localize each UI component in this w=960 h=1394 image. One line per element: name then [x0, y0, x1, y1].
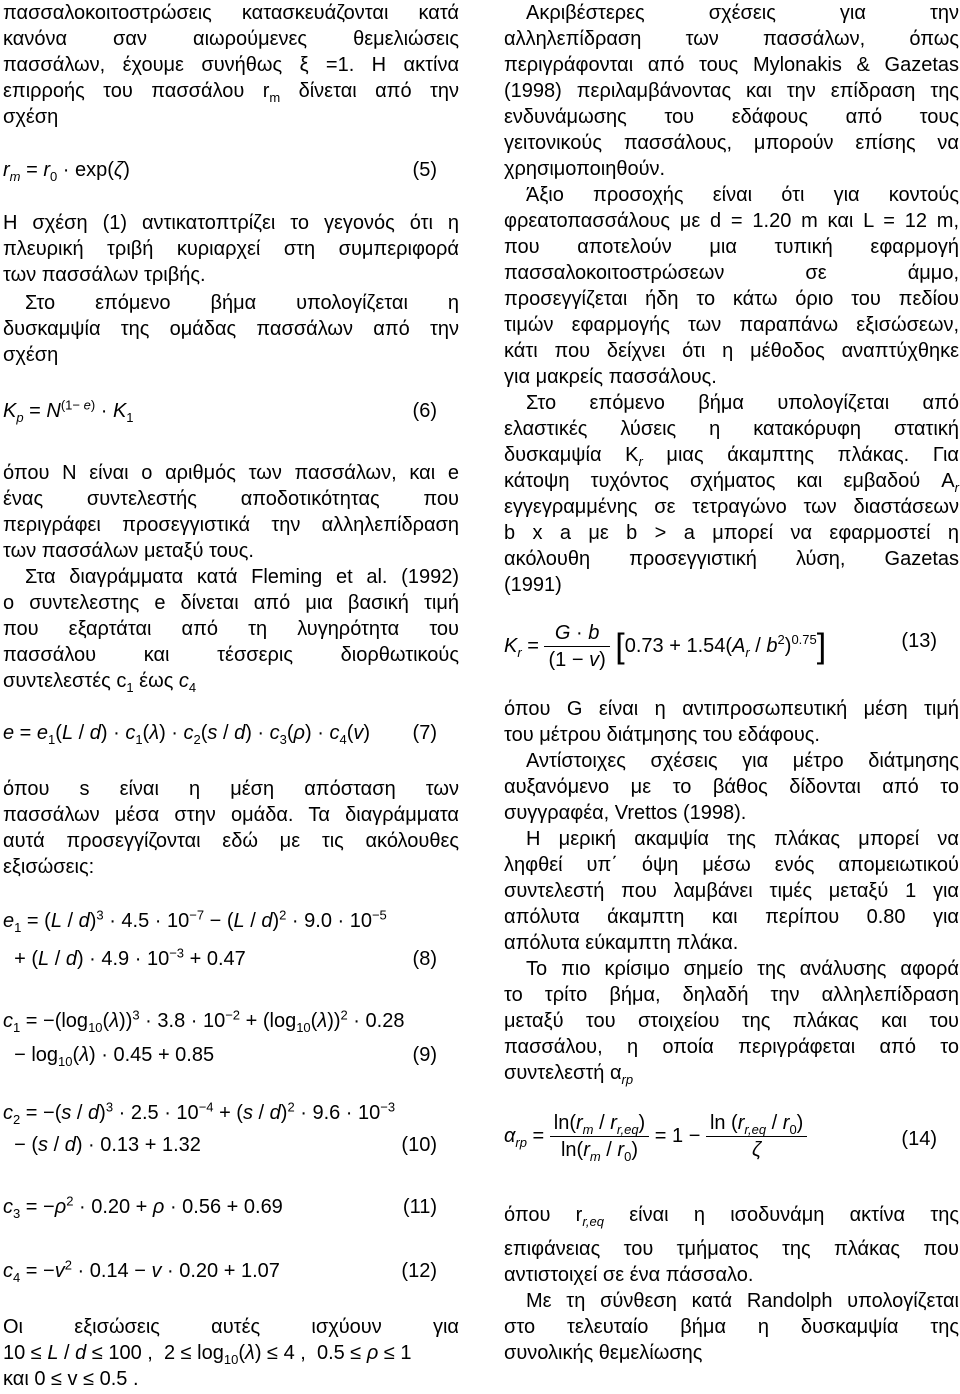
equation-12: $c_4 = -v^2 \cdot 0.14 - v \cdot 0.20 + 1.07$ (12): [3, 1257, 437, 1285]
equation-8-line1: $e_1 = (L / d)^3 \cdot 4.5 \cdot 10^{-7} - (L / d)^2 \cdot 9.0 \cdot 10^{-5}$: [3, 907, 387, 935]
text-line: όπου G είναι η αντιπροσωπευτική μέση τιμή: [504, 698, 959, 720]
text-line: πασσαλοκοιτοστρώσεις κατασκευάζονται κατά: [3, 2, 459, 24]
equation-9-line1: $c_1 = -(\log_{10}(\lambda))^3 \cdot 3.8 \cdot 10^{-2} + (\log_{10}(\lambda))^2 \cdot 0.28$: [3, 1007, 405, 1035]
text-line: Η σχέση (1) αντικατοπτρίζει το γεγονός ότι η: [3, 212, 459, 234]
text-line: Στα διαγράμματα κατά Fleming et al. (1992): [25, 566, 459, 588]
text-line: ληφθεί υπ΄ όψη μέσω ενός απομειωτικού: [504, 854, 959, 876]
equation-13: $K_r$ = $\frac{G \cdot b}{(1 - v)}$ $[0.73 + 1.54(A_r / b^2)^{0.75}]$ (13): [504, 622, 937, 671]
text-line: και 0 ≤ v ≤ 0.5 .: [3, 1368, 139, 1390]
text-line: περιγράφει προσεγγιστικά την αλληλεπίδραση: [3, 514, 459, 536]
equation-7: $e = e_1(L / d) \cdot c_1(\lambda) \cdot c_2(s / d) \cdot c_3(\rho) \cdot c_4(v)$ (7): [3, 718, 459, 748]
text-line: αυξανόμενο με το βάθος δίδονται από το: [504, 776, 959, 798]
equation-number: (14): [901, 1128, 937, 1150]
equation-number: (6): [412, 400, 437, 422]
text-line: πασσάλων, έχουμε συνήθως ξ =1. Η ακτίνα: [3, 54, 459, 76]
text-line: Στο επόμενο βήμα υπολογίζεται η: [25, 292, 459, 314]
text-line: γειτονικούς πασσάλους, μπορούν επίσης να: [504, 132, 959, 154]
text-line: Η μερική ακαμψία της πλάκας μπορεί να: [526, 828, 959, 850]
text-line: συγγραφέα, Vrettos (1998).: [504, 802, 747, 824]
text-line: κάτι που δείχνει ότι η μέθοδος αναπτύχθηκε: [504, 340, 959, 362]
text-line: πλευρική τριβή κυριαρχεί στη συμπεριφορά: [3, 238, 459, 260]
text-line: δυσκαμψία της ομάδας πασσάλων από την: [3, 318, 459, 340]
text-line: τιμών εφαρμογής των παραπάνω εξισώσεων,: [504, 314, 959, 336]
text-line: b x a με b > a μπορεί να εφαρμοστεί η: [504, 522, 959, 544]
text-line: προσεγγίζεται ήδη το κάτω όριο του πεδίου: [504, 288, 959, 310]
text-line: αντιστοιχεί σε ένα πάσσαλο.: [504, 1264, 754, 1286]
text-line: που εξαρτάται από τη λυγηρότητα του: [3, 618, 459, 640]
validity-range: 10 ≤ L / d ≤ 100 , $2 \le \log_{10}(\lambda) \le 4$ , 0.5 ≤ ρ ≤ 1: [3, 1342, 412, 1367]
text-line: κανόνα σαν αιωρούμενες θεμελιώσεις: [3, 28, 459, 50]
text-line: πασσαλοκοιτοστρώσεων σε άμμο,: [504, 262, 959, 284]
text-line: συντελεστές $c_1$ έως $c_4$: [3, 670, 197, 695]
text-line: πασσάλου και τέσσερις διορθωτικούς: [3, 644, 459, 666]
text-line: επιρροής του πασσάλου $r_m$ δίνεται από την: [3, 80, 459, 105]
text-line: αυτά προσεγγίζονται εδώ με τις ακόλουθες: [3, 830, 459, 852]
text-line: ο συντελεστης e δίνεται από μια βασική τιμή: [3, 592, 459, 614]
text-line: περιγράφονται από τους Mylonakis & Gazetas: [504, 54, 959, 76]
equation-10-line1: $c_2 = -(s / d)^3 \cdot 2.5 \cdot 10^{-4} + (s / d)^2 \cdot 9.6 \cdot 10^{-3}$: [3, 1099, 396, 1127]
text-line: όπου s είναι η μέση απόσταση των: [3, 778, 459, 800]
text-line: αλληλεπίδραση των πασσάλων, όπως: [504, 28, 959, 50]
equation-10-line2: − (s / d) · 0.13 + 1.32 (10): [3, 1130, 459, 1160]
equation-6: $K_p = N^{(1- e)} \cdot K_1$ (6): [3, 397, 437, 425]
text-line: ένας συντελεστής αποδοτικότητας που: [3, 488, 459, 510]
text-line: συνολικής θεμελίωσης: [504, 1342, 703, 1364]
text-line: ενδυνάμωσης του εδάφους από τους: [504, 106, 959, 128]
text-line: κάτοψη τυχόντος σχήματος και εμβαδού $A_r$: [504, 470, 959, 495]
equation-number: (13): [901, 630, 937, 652]
equation-11: $c_3 = -\rho^2 \cdot 0.20 + \rho \cdot 0.56 + 0.69$ (11): [3, 1193, 437, 1221]
equation-number: (7): [412, 722, 437, 744]
text-line: συντελεστή που λαμβάνει τιμές μεταξύ 1 για: [504, 880, 959, 902]
text-line: των πασσάλων τριβής.: [3, 264, 206, 286]
equation-number: (5): [412, 159, 437, 181]
text-line: εξισώσεις:: [3, 856, 95, 878]
text-line: δυσκαμψία $K_r$ μιας άκαμπτης πλάκας. Για: [504, 444, 959, 469]
text-line: απόλυτα άκαμπτη και περίπου 0.80 για: [504, 906, 959, 928]
text-line: ελαστικές λύσεις η κατακόρυφη στατική: [504, 418, 959, 440]
text-line: του μέτρου διάτμησης του εδάφους.: [504, 724, 820, 746]
text-line: επιφάνειας του τμήματος της πλάκας που: [504, 1238, 959, 1260]
equation-number: (9): [412, 1044, 437, 1066]
text-line: συντελεστή $\alpha_{rp}$: [504, 1062, 634, 1087]
text-line: Στο επόμενο βήμα υπολογίζεται από: [526, 392, 959, 414]
text-line: όπου $r_{r,eq}$ είναι η ισοδυνάμη ακτίνα της: [504, 1204, 959, 1229]
equation-9-line2: − $\log_{10}(\lambda) \cdot 0.45 + 0.85$ (9): [3, 1040, 459, 1070]
text-line: απόλυτα εύκαμπτη πλάκα.: [504, 932, 739, 954]
text-line: Οι εξισώσεις αυτές ισχύουν για: [3, 1316, 459, 1338]
equation-8-line2: + $(L / d) \cdot 4.9 \cdot 10^{-3} + 0.47$ (8): [3, 944, 459, 974]
text-line: μεταξύ του στοιχείου της πλάκας και του: [504, 1010, 959, 1032]
equation-number: (12): [401, 1260, 437, 1282]
text-line: που αποτελούν μια τυπική εφαρμογή: [504, 236, 959, 258]
equation-number: (10): [401, 1134, 437, 1156]
text-line: σχέση: [3, 106, 59, 128]
text-line: όπου N είναι ο αριθμός των πασσάλων, και e: [3, 462, 459, 484]
equation-5: $r_m = r_0 \cdot \exp(\zeta)$ (5): [3, 155, 459, 185]
text-line: Το πιο κρίσιμο σημείο της ανάλυσης αφορά: [526, 958, 959, 980]
text-line: χρησιμοποιηθούν.: [504, 158, 666, 180]
equation-number: (11): [402, 1196, 437, 1218]
text-line: πασσάλου, η οποία περιγράφεται από το: [504, 1036, 959, 1058]
text-line: πασσάλων μέσα στην ομάδα. Τα διαγράμματα: [3, 804, 459, 826]
text-line: Άξιο προσοχής είναι ότι για κοντούς: [526, 184, 959, 206]
equation-number: (8): [412, 948, 437, 970]
text-line: σχέση: [3, 344, 59, 366]
text-line: ακόλουθη προσεγγιστική λύση, Gazetas: [504, 548, 959, 570]
text-line: το τρίτο βήμα, δηλαδή την αλληλεπίδραση: [504, 984, 959, 1006]
text-line: για μακρείς πασσάλους.: [504, 366, 717, 388]
text-line: των πασσάλων μεταξύ τους.: [3, 540, 254, 562]
text-line: εγγεγραμμένης σε τετραγώνο των διαστάσεων: [504, 496, 959, 518]
text-line: Με τη σύνθεση κατά Randolph υπολογίζεται: [526, 1290, 959, 1312]
text-line: (1998) περιλαμβάνοντας και την επίδραση της: [504, 80, 959, 102]
text-line: Αντίστοιχες σχέσεις για μέτρο διάτμησης: [526, 750, 959, 772]
text-line: φρεατοπασσάλους με d = 1.20 m και L = 12 m,: [504, 210, 959, 232]
equation-14: $\alpha_{rp}$ = $\frac{\ln(r_m / r_{r,eq})}{\ln(r_m / r_0)}$ = 1 − $\frac{\ln (r_{r,eq} / r_0)}{\zeta}$ (14): [504, 1112, 937, 1164]
text-line: στο τελευταίο βήμα η δυσκαμψία της: [504, 1316, 959, 1338]
text-line: Ακριβέστερες σχέσεις για την: [526, 2, 959, 24]
text-line: (1991): [504, 574, 562, 596]
